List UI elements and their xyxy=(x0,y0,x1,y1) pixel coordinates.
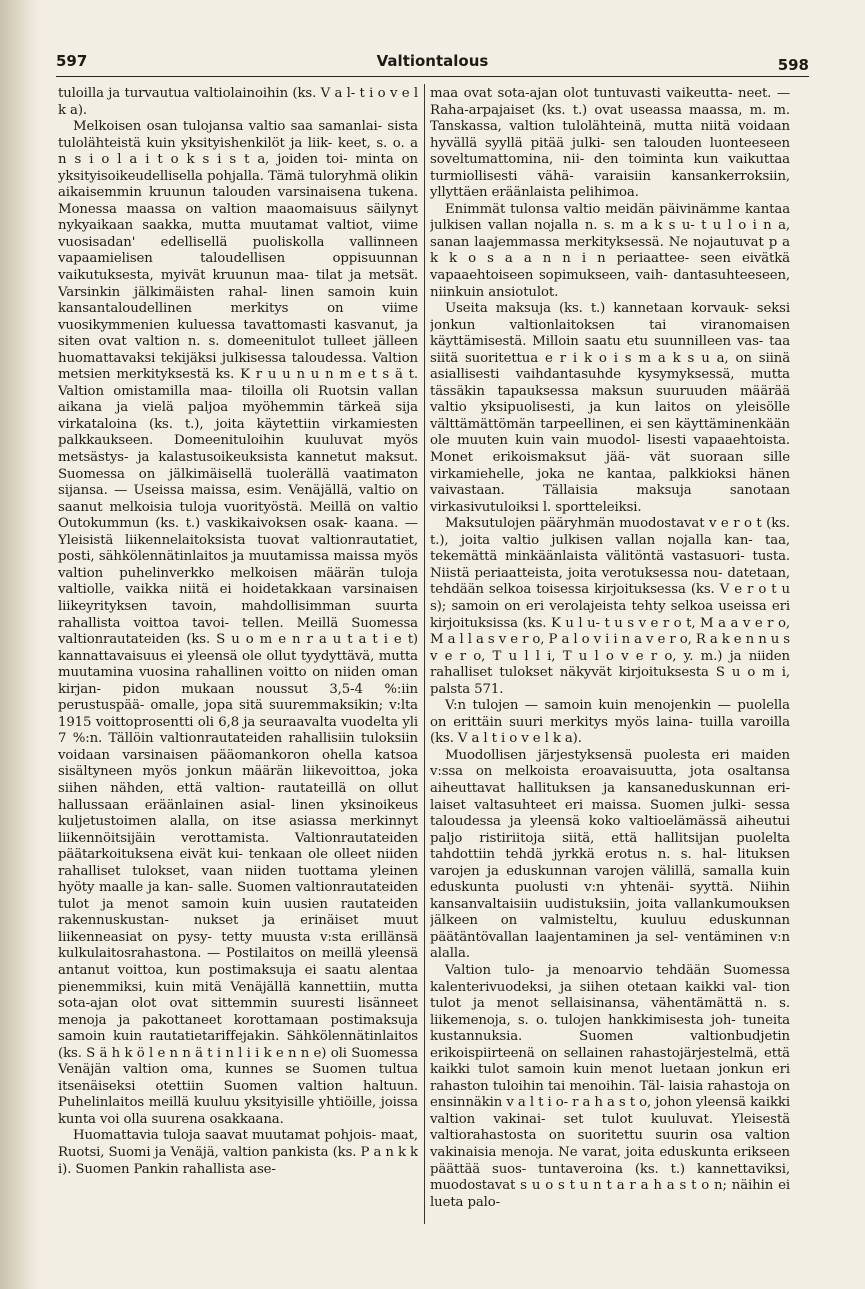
page-header xyxy=(56,46,809,77)
paragraph: Muodollisen järjestyksensä puolesta eri maiden v:ssa on melkoista eroavaisuutta, jota osaltansa aiheuttavat hallituksen ja kansaneduskunnan eri- laiset valtasuhteet eri maissa. Suomen julki- sessa taloudessa ja yleensä koko valtioelämässä aiheutui paljo ristiriitoja siitä, että hallitsijan puolelta tahdottiin tehdä jyrkkä erotus n. s. hal- lituksen varojen ja eduskunnan varojen välillä, samalla kuin eduskunta puolusti v:n yhtenäi- syyttä. Niihin kansanvaltaisiin uudistuksiin, joita vallankumouksen jälkeen on valmisteltu, kuuluu eduskunnan päätäntövallan laajentaminen ja sel- ventäminen v:n alalla. xyxy=(430,747,790,962)
paragraph: tuloilla ja turvautua valtiolainoihin (ks. V a l- t i o v e l k a). xyxy=(58,86,418,118)
paragraph: Huomattavia tuloja saavat muutamat pohjois- maat, Ruotsi, Suomi ja Venäjä, valtion pankista (ks. P a n k k i). Suomen Pankin rahallista ase- xyxy=(58,1128,418,1177)
paragraph: Melkoisen osan tulojansa valtio saa samanlai- sista tulolähteistä kuin yksityishenkilöt ja liik- keet, s. o. a n s i o l a i t o k s i s t a, joiden toi- minta on yksityisoikeudellisella pohjalla. Tämä tuloryhmä olikin aikaisemmin kruunun talouden varsinaisena tukena. Monessa maassa on valtion maaomaisuus säilynyt nykyaikaan saakka, mutta muutamat valtiot, viime vuosisadan' edellisellä puoliskolla vallinneen vapaamielisen taloudellisen oppisuunnan vaikutuksesta, myivät kruunun maa- tilat ja metsät. Varsinkin jälkimäisten rahal- linen samoin kuin kansantaloudellinen merkitys on viime vuosikymmenien kuluessa tavattomasti kasvanut, ja siten ovat valtion n. s. domeenitulot tulleet jälleen huomattavaksi tekijäksi julkisessa taloudessa. Valtion metsien merkityksestä ks. K r u u n u n m e t s ä t. Valtion omistamilla maa- tiloilla oli Ruotsin vallan aikana ja vielä paljoa myöhemmin tärkeä sija virkataloina (ks. t.), joita käytettiin virkamiesten palkkaukseen. Domeenituloihin kuuluvat myös metsästys- ja kalastusoikeuksista kannetut maksut. Suomessa on jälkimäisellä tuolerällä vaatimaton sijansa. — Useissa maissa, esim. Venäjällä, valtio on saanut melkoisia tuloja vuorityöstä. Meillä on valtio Outokummun (ks. t.) vaskikaivoksen osak- kaana. — Yleisistä liikennelaitoksista tuovat valtionrautatiet, posti, sähkölennätinlaitos ja muutamissa maissa myös valtion puhelinverkko melkoisen määrän tuloja valtiolle, vaikka niitä ei hoidetakkaan varsinaisen liikeyrityksen tavoin, mahdollisimman suurta rahallista voittoa tavoi- tellen. Meillä Suomessa valtionrautateiden (ks. S u o m e n r a u t a t i e t) kannattavaisuus ei yleensä ole ollut tyydyttävä, mutta muutamina vuosina rahallinen voitto on niiden oman kirjan- pidon mukaan noussut 3,5-4 %:iin perustuspää- omalle, jopa sitä suuremmaksikin; v:lta 1915 voittoprosentti oli 6,8 ja seuraavalta vuodelta yli 7 %:n. Tällöin valtionrautateiden rahallisiin tuloksiin voidaan varsinaisen pääomankoron ohella katsoa sisältyneen myös jonkun määrän liikevoittoa, joka siihen nähden, että valtion- rautateillä on ollut hallussaan eräänlainen asial- linen yksinoikeus kuljetustoimen alalla, on itse asiassa merkinnyt liikennöitsijäin verottamista. Valtionrautateiden päätarkoituksena eivät kui- tenkaan ole olleet niiden rahalliset tulokset, vaan niiden tuottama yleinen hyöty maalle ja kan- salle. Suomen valtionrautateiden tulot ja menot samoin kuin uusien rautateiden rakennuskustan- nukset ja erinäiset muut liikenneasiat on pysy- tetty muusta v:sta erillänsä kulkulaitosrahastona. — Postilaitos on meillä yleensä antanut voittoa, kun postimaksuja ei saatu alentaa pienemmiksi, kuin mitä Venäjällä kannettiin, mutta sota-ajan olot ovat sittemmin suuresti lisänneet menoja ja pakottaneet korottamaan postimaksuja samoin kuin rautatietariffejakin. Sähkölennätinlaitos (ks. S ä h k ö l e n n ä t i n l i i k e n n e) oli Suomessa Venäjän valtion oma, kunnes se Suomen tultua itsenäiseksi otettiin Suomen valtion haltuun. Puhelinlaitos meillä kuuluu yksityisille yhtiöille, joissa kunta voi olla suurena osakkaana. xyxy=(58,119,418,1127)
page-number-right: 598 xyxy=(777,56,809,74)
paragraph: maa ovat sota-ajan olot tuntuvasti vaikeutta- neet. — Raha-arpajaiset (ks. t.) ovat useassa maassa, m. m. Tanskassa, valtion tulolähteinä, mutta niitä voidaan hyvällä syyllä pitää julki- sen talouden luonteeseen soveltumattomina, nii- den toiminta kun vaikuttaa turmiollisesti vähä- varaisiin kansankerroksiin, yllyttäen eräänlaista pelihimoa. xyxy=(430,86,790,201)
page-number-left: 597 xyxy=(56,52,88,70)
book-spine-shadow xyxy=(0,0,40,1289)
paragraph: Enimmät tulonsa valtio meidän päivinämme kantaa julkisen vallan nojalla n. s. m a k s u- t u l o i n a, sanan laajemmassa merkityksessä. Ne nojautuvat p a k k o s a a n n i n periaattee- seen eivätkä vapaaehtoiseen sopimukseen, vaih- dantasuhteeseen, niinkuin ansiotulot. xyxy=(430,201,790,300)
left-column xyxy=(58,86,418,1266)
paragraph: Maksutulojen pääryhmän muodostavat v e r o t (ks. t.), joita valtio julkisen vallan nojalla kan- taa, tekemättä minkäänlaista välitöntä vastasuori- tusta. Niistä periaatteista, joita verotuksessa nou- datetaan, tehdään selkoa toisessa kirjoituksessa (ks. V e r o t u s); samoin on eri verolajeista tehty selkoa useissa eri kirjoituksissa (ks. K u l u- t u s v e r o t, M a a v e r o, M a l l a s v e r o, P a l o v i i n a v e r o, R a k e n n u s v e r o, T u l l i, T u l o v e r o, y. m.) ja niiden rahalliset tulokset näkyvät kirjoituksesta S u o m i, palsta 571. xyxy=(430,516,790,697)
paragraph: Useita maksuja (ks. t.) kannetaan korvauk- seksi jonkun valtionlaitoksen tai viranomaisen käyttämisestä. Milloin saatu etu suunnilleen vas- taa siitä suoritettua e r i k o i s m a k s u a, on siinä asiallisesti vaihdantasuhde kysymyksessä, mutta tässäkin tapauksessa maksun suuruuden määrää valtio yksipuolisesti, ja kun laitos on yleisölle välttämättömän tarpeellinen, ei sen käyttäminenkään ole muuten kuin vain muodol- lisesti vapaaehtoista. Monet erikoismaksut jää- vät suoraan sille virkamiehelle, joka ne kantaa, palkkioksi hänen vaivastaan. Tällaisia maksuja sanotaan virkasivutuloiksi l. sportteleiksi. xyxy=(430,301,790,515)
right-column xyxy=(430,86,790,1266)
paragraph: Valtion tulo- ja menoarvio tehdään Suomessa kalenterivuodeksi, ja siihen otetaan kaikki val- tion tulot ja menot sellaisinansa, vähentämättä n. s. liikemenoja, s. o. tulojen hankkimisesta joh- tuneita kustannuksia. Suomen valtionbudjetin erikoispiirteenä on sellainen rahastojärjestelmä, että kaikki tulot samoin kuin menot luetaan jonkun eri rahaston tuloihin tai menoihin. Täl- laisia rahastoja on ensinnäkin v a l t i o- r a h a s t o, johon yleensä kaikki valtion vakinai- set tulot kuuluvat. Yleisestä valtiorahastosta on suoritettu suurin osa valtion vakinaisia menoja. Ne varat, joita eduskunta erikseen päättää suos- tuntaveroina (ks. t.) kannettaviksi, muodostavat s u o s t u n t a r a h a s t o n; näihin ei lueta palo- xyxy=(430,962,790,1210)
column-divider xyxy=(424,84,425,1224)
running-title: Valtiontalous xyxy=(376,52,489,70)
paragraph: V:n tulojen — samoin kuin menojenkin — puolella on erittäin suuri merkitys myös laina- tuilla varoilla (ks. V a l t i o v e l k a). xyxy=(430,698,790,747)
